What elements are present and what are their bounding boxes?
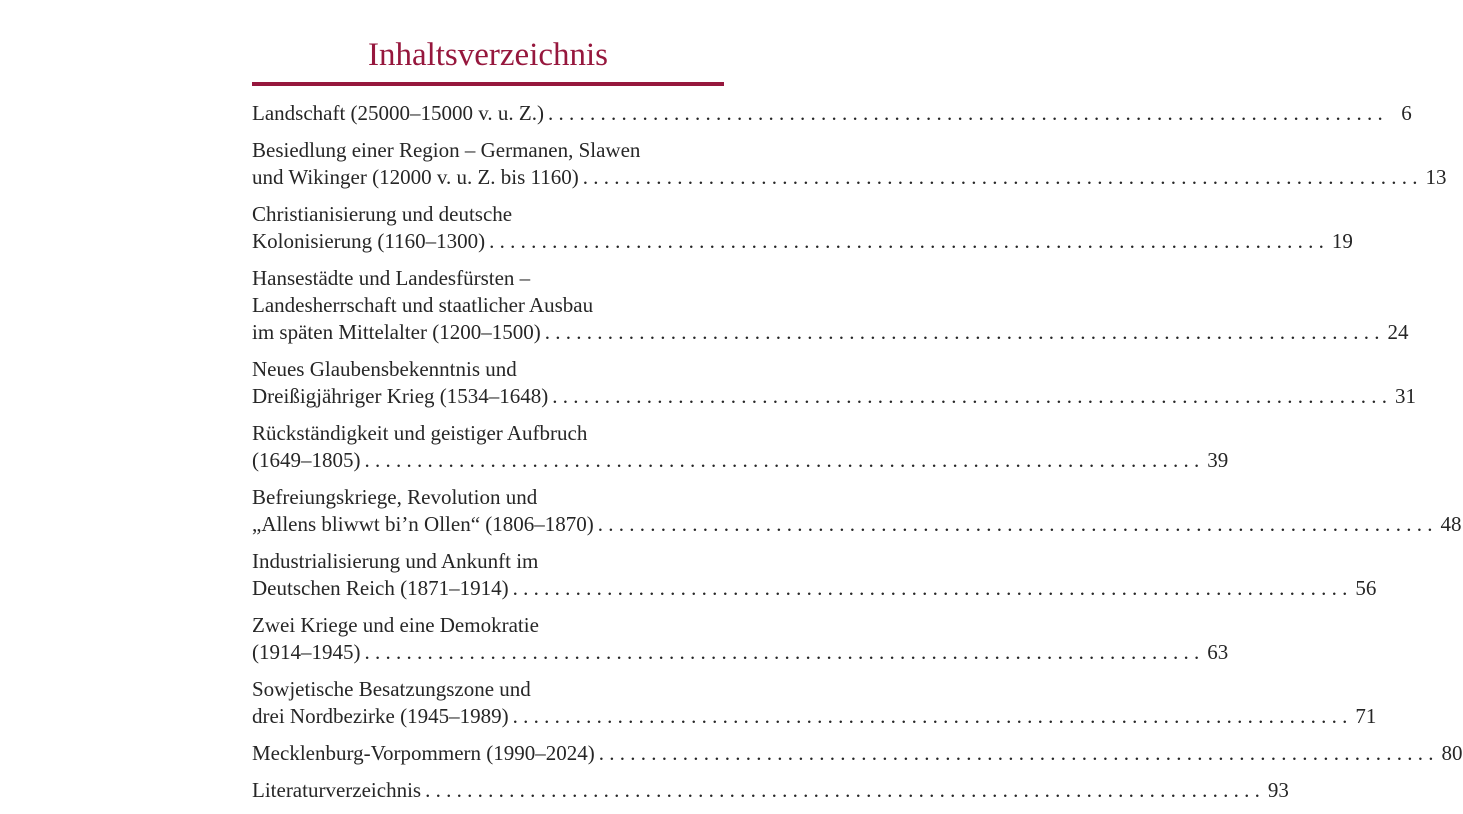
title-divider — [252, 82, 724, 86]
toc-entry-line — [252, 292, 724, 319]
toc-entry-text: Rückständigkeit und geistiger Aufbruch — [252, 421, 588, 445]
dot-leader: . . . . . . . . . . . . . . . . . . . . . . . . . . . . . . . . . . . . . . . . . . . . . . . . . . . . . . . . . . . . . . . . . . . . . . . . . . . . . . . . — [582, 165, 1418, 189]
toc-page-number: 39 — [1207, 448, 1229, 472]
toc-entry-text: Kolonisierung (1160–1300) — [252, 229, 486, 253]
toc-entry[interactable] — [252, 676, 1377, 730]
toc-entry-text: Befreiungskriege, Revolution und — [252, 485, 538, 509]
toc-entry-line — [252, 639, 1229, 666]
dot-leader: . . . . . . . . . . . . . . . . . . . . . . . . . . . . . . . . . . . . . . . . . . . . . . . . . . . . . . . . . . . . . . . . . . . . . . . . . . . . . . . . — [489, 229, 1324, 253]
toc-entry-text: Dreißigjähriger Krieg (1534–1648) — [252, 384, 549, 408]
toc-entry-line — [252, 740, 1463, 767]
table-of-contents — [252, 30, 1463, 814]
toc-entry-line — [252, 777, 1289, 804]
toc-entries — [252, 100, 1463, 804]
dot-leader: . . . . . . . . . . . . . . . . . . . . . . . . . . . . . . . . . . . . . . . . . . . . . . . . . . . . . . . . . . . . . . . . . . . . . . . . . . . . . . . . — [364, 640, 1200, 664]
toc-page-number: 63 — [1207, 640, 1229, 664]
toc-entry-text: drei Nordbezirke (1945–1989) — [252, 704, 509, 728]
toc-entry[interactable] — [252, 356, 1416, 410]
toc-entry-text: und Wikinger (12000 v. u. Z. bis 1160) — [252, 165, 579, 189]
toc-page-number: 19 — [1331, 229, 1353, 253]
toc-entry-line — [252, 383, 1416, 410]
toc-page-number: 56 — [1355, 576, 1377, 600]
dot-leader: . . . . . . . . . . . . . . . . . . . . . . . . . . . . . . . . . . . . . . . . . . . . . . . . . . . . . . . . . . . . . . . . . . . . . . . . . . . . . . . . — [597, 512, 1433, 536]
toc-page-number: 80 — [1441, 741, 1463, 765]
toc-entry-line — [252, 164, 1447, 191]
toc-entry-text: Landesherrschaft und staatlicher Ausbau — [252, 293, 594, 317]
toc-page-number: 13 — [1425, 165, 1447, 189]
toc-entry-text: Neues Glaubensbekenntnis und — [252, 357, 517, 381]
toc-entry[interactable] — [252, 265, 1409, 346]
toc-entry-line — [252, 201, 724, 228]
toc-page-number: 24 — [1387, 320, 1409, 344]
toc-entry-text: (1914–1945) — [252, 640, 361, 664]
toc-entry[interactable] — [252, 484, 1462, 538]
toc-entry-line — [252, 484, 724, 511]
toc-entry-line — [252, 420, 724, 447]
toc-entry-line — [252, 703, 1377, 730]
toc-entry-text: Sowjetische Besatzungszone und — [252, 677, 531, 701]
toc-entry-line — [252, 548, 724, 575]
toc-title: Inhaltsverzeichnis — [367, 37, 609, 73]
toc-entry[interactable] — [252, 420, 1229, 474]
toc-page-number: 6 — [1401, 101, 1412, 125]
toc-entry[interactable] — [252, 612, 1229, 666]
toc-entry[interactable] — [252, 740, 1463, 767]
toc-entry-text: Hansestädte und Landesfürsten – — [252, 266, 531, 290]
toc-entry-line — [252, 356, 724, 383]
dot-leader: . . . . . . . . . . . . . . . . . . . . . . . . . . . . . . . . . . . . . . . . . . . . . . . . . . . . . . . . . . . . . . . . . . . . . . . . . . . . . . . . — [512, 704, 1348, 728]
toc-entry[interactable] — [252, 201, 1353, 255]
toc-entry-text: „Allens bliwwt bi’n Ollen“ (1806–1870) — [252, 512, 594, 536]
toc-entry-text: Besiedlung einer Region – Germanen, Slawen — [252, 138, 641, 162]
toc-entry-text: Literaturverzeichnis — [252, 778, 422, 802]
toc-entry-line — [252, 575, 1377, 602]
toc-entry-line — [252, 228, 1353, 255]
toc-entry-text: (1649–1805) — [252, 448, 361, 472]
toc-entry-text: Zwei Kriege und eine Demokratie — [252, 613, 539, 637]
toc-entry-line — [252, 100, 1412, 127]
dot-leader: . . . . . . . . . . . . . . . . . . . . . . . . . . . . . . . . . . . . . . . . . . . . . . . . . . . . . . . . . . . . . . . . . . . . . . . . . . . . . . . . — [425, 778, 1260, 802]
toc-entry-text: im späten Mittelalter (1200–1500) — [252, 320, 541, 344]
toc-entry-text: Mecklenburg-Vorpommern (1990–2024) — [252, 741, 595, 765]
toc-entry[interactable] — [252, 137, 1447, 191]
toc-entry-line — [252, 447, 1229, 474]
toc-entry-line — [252, 676, 724, 703]
toc-entry[interactable] — [252, 100, 1412, 127]
dot-leader: . . . . . . . . . . . . . . . . . . . . . . . . . . . . . . . . . . . . . . . . . . . . . . . . . . . . . . . . . . . . . . . . . . . . . . . . . . . . . . . . — [512, 576, 1348, 600]
toc-page-number: 71 — [1355, 704, 1377, 728]
toc-entry-line — [252, 265, 724, 292]
toc-entry-line — [252, 137, 724, 164]
dot-leader: . . . . . . . . . . . . . . . . . . . . . . . . . . . . . . . . . . . . . . . . . . . . . . . . . . . . . . . . . . . . . . . . . . . . . . . . . . . . . . . . — [598, 741, 1434, 765]
toc-entry-text: Landschaft (25000–15000 v. u. Z.) — [252, 101, 544, 125]
toc-entry-line — [252, 319, 1409, 346]
toc-page-number: 48 — [1440, 512, 1462, 536]
dot-leader: . . . . . . . . . . . . . . . . . . . . . . . . . . . . . . . . . . . . . . . . . . . . . . . . . . . . . . . . . . . . . . . . . . . . . . . . . . . . . . . . — [552, 384, 1387, 408]
toc-entry-text: Industrialisierung und Ankunft im — [252, 549, 539, 573]
toc-entry-text: Christianisierung und deutsche — [252, 202, 513, 226]
toc-entry-text: Deutschen Reich (1871–1914) — [252, 576, 509, 600]
dot-leader: . . . . . . . . . . . . . . . . . . . . . . . . . . . . . . . . . . . . . . . . . . . . . . . . . . . . . . . . . . . . . . . . . . . . . . . . . . . . . . . . — [548, 101, 1383, 125]
toc-page-number: 31 — [1395, 384, 1416, 408]
toc-entry[interactable] — [252, 548, 1377, 602]
toc-entry-line — [252, 511, 1462, 538]
dot-leader: . . . . . . . . . . . . . . . . . . . . . . . . . . . . . . . . . . . . . . . . . . . . . . . . . . . . . . . . . . . . . . . . . . . . . . . . . . . . . . . . — [364, 448, 1200, 472]
toc-entry-line — [252, 612, 724, 639]
dot-leader: . . . . . . . . . . . . . . . . . . . . . . . . . . . . . . . . . . . . . . . . . . . . . . . . . . . . . . . . . . . . . . . . . . . . . . . . . . . . . . . . — [544, 320, 1380, 344]
toc-entry[interactable] — [252, 777, 1289, 804]
toc-page-number: 93 — [1267, 778, 1289, 802]
